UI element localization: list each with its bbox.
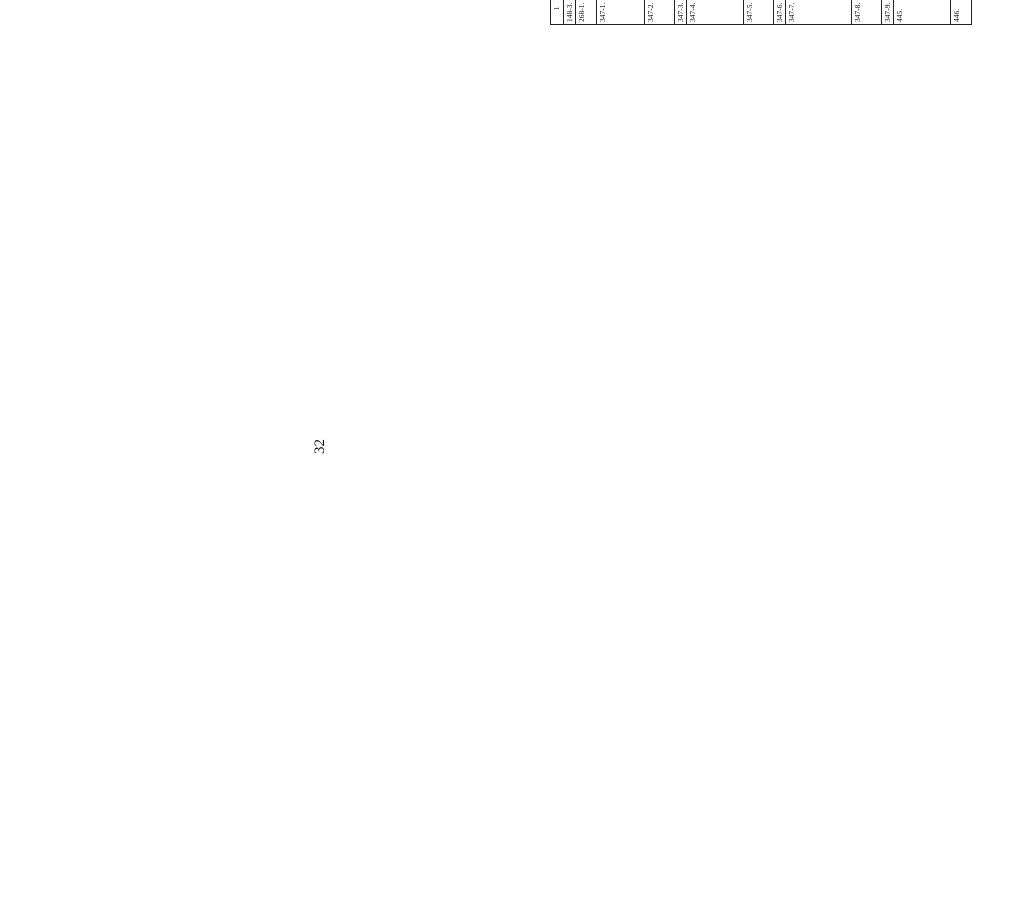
table-row	[744, 0, 774, 25]
row-number-cell: 445.	[894, 0, 951, 25]
table-row	[597, 0, 645, 25]
row-number-cell: 347-3.	[675, 0, 687, 25]
table-row	[576, 0, 597, 25]
table-row	[774, 0, 786, 25]
row-number-cell: 347-8.	[852, 0, 882, 25]
budget-table	[550, 0, 972, 25]
row-number-cell: 347-9.	[882, 0, 894, 25]
table-row	[894, 0, 951, 25]
column-header: 1	[551, 0, 564, 25]
row-number-cell: 347-2.	[645, 0, 675, 25]
table-row	[786, 0, 852, 25]
table-row	[645, 0, 675, 25]
row-number-cell: 347-6.	[774, 0, 786, 25]
table-container	[550, 0, 1030, 25]
table-body	[551, 0, 972, 25]
table-row	[951, 0, 972, 25]
row-number-cell: 268-1.	[576, 0, 597, 25]
row-number-cell: 347-1.	[597, 0, 645, 25]
row-number-cell: 347-4.	[687, 0, 744, 25]
table-header-row	[551, 0, 564, 25]
table-row	[882, 0, 894, 25]
row-number-cell: 347-7.	[786, 0, 852, 25]
table-row	[675, 0, 687, 25]
page-number: 32	[312, 439, 328, 454]
table-row	[852, 0, 882, 25]
row-number-cell: 446.	[951, 0, 972, 25]
row-number-cell: 148-3.	[564, 0, 576, 25]
table-row	[564, 0, 576, 25]
table-row	[687, 0, 744, 25]
row-number-cell: 347-5.	[744, 0, 774, 25]
